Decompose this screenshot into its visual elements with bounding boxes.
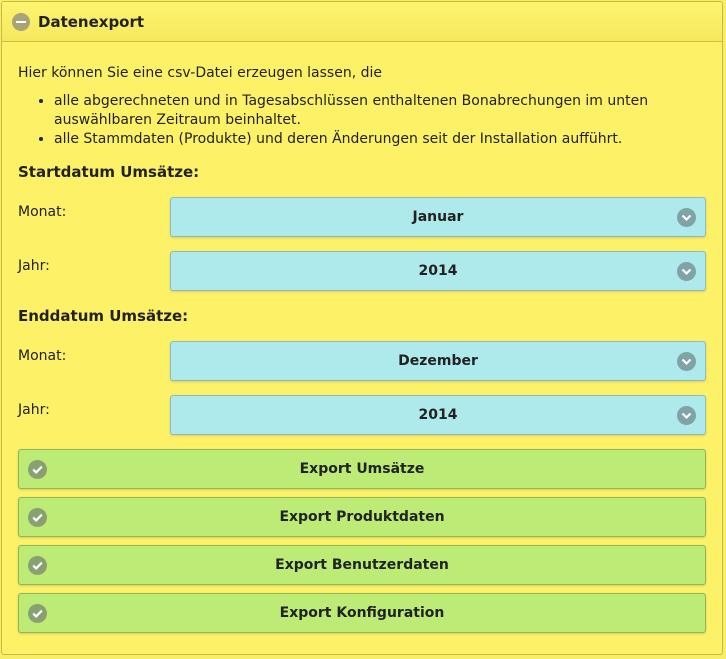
start-month-value: Januar [412, 209, 464, 225]
export-products-button[interactable] [18, 497, 706, 537]
start-month-label: Monat: [18, 204, 67, 220]
export-config-button[interactable] [18, 593, 706, 633]
datenexport-panel [1, 1, 723, 655]
start-year-value: 2014 [418, 263, 458, 279]
panel-header[interactable] [2, 2, 722, 42]
panel-content [2, 64, 722, 633]
start-year-select[interactable] [170, 251, 706, 291]
export-users-label: Export Benutzerdaten [275, 557, 449, 573]
end-date-title: Enddatum Umsätze: [18, 307, 189, 325]
chevron-down-icon [677, 352, 696, 371]
end-month-label: Monat: [18, 348, 67, 364]
end-month-select[interactable] [170, 341, 706, 381]
check-icon [28, 508, 47, 527]
panel-title: Datenexport [38, 12, 145, 31]
check-icon [28, 604, 47, 623]
intro-bullet-list [18, 92, 706, 149]
end-month-value: Dezember [398, 353, 478, 369]
check-icon [28, 556, 47, 575]
export-sales-button[interactable] [18, 449, 706, 489]
start-year-label: Jahr: [18, 258, 50, 274]
export-sales-label: Export Umsätze [299, 461, 425, 477]
start-month-row [18, 197, 706, 237]
end-year-label: Jahr: [18, 402, 50, 418]
end-year-select[interactable] [170, 395, 706, 435]
export-users-button[interactable] [18, 545, 706, 585]
start-month-select[interactable] [170, 197, 706, 237]
end-year-value: 2014 [418, 407, 458, 423]
export-products-label: Export Produktdaten [279, 509, 445, 525]
minus-circle-icon[interactable] [12, 13, 30, 31]
chevron-down-icon [677, 262, 696, 281]
export-config-label: Export Konfiguration [279, 605, 445, 621]
start-date-title: Startdatum Umsätze: [18, 163, 200, 181]
end-month-row [18, 341, 706, 381]
bullet-item: • alle abgerechneten und in Tagesabschlüssen enthaltenen Bonabrechungen im unten auswählbaren Zeitraum beinhaltet. [54, 92, 706, 130]
bullet-item: • alle Stammdaten (Produkte) und deren Änderungen seit der Installation aufführt. [54, 130, 706, 149]
end-year-row [18, 395, 706, 435]
intro-text: Hier können Sie eine csv-Datei erzeugen lassen, die [18, 65, 382, 81]
start-year-row [18, 251, 706, 291]
chevron-down-icon [677, 208, 696, 227]
chevron-down-icon [677, 406, 696, 425]
check-icon [28, 460, 47, 479]
